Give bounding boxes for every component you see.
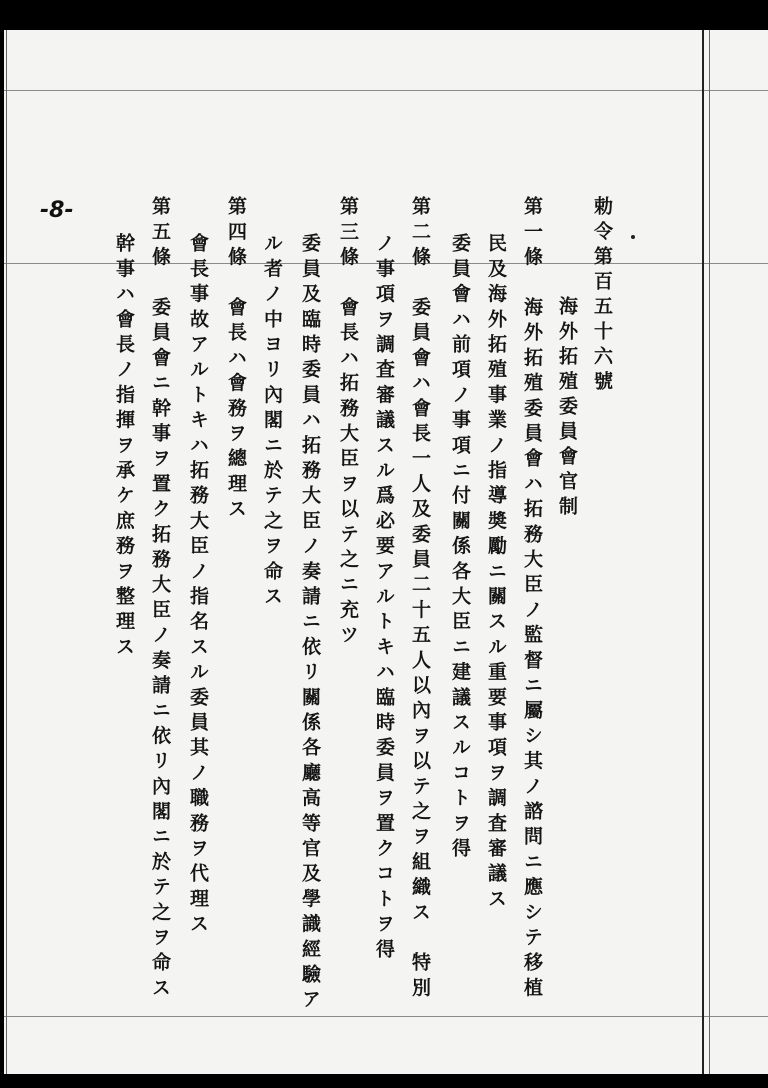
text-column-10: 會長事故アルトキハ拓務大臣ノ指名スル委員其ノ職務ヲ代理ス [187, 233, 209, 939]
text-column-3: 委員會ハ前項ノ事項ニ付關係各大臣ニ建議スルコトヲ得 [449, 233, 471, 863]
text-column-8: ル者ノ中ヨリ內閣ニ於テ之ヲ命ス [261, 233, 283, 611]
right-margin-rule-inner [709, 30, 710, 1074]
ink-dot [631, 235, 635, 239]
text-column-2: 民及海外拓殖事業ノ指導奬勵ニ關スル重要事項ヲ調査審議ス [485, 233, 507, 914]
text-column-12: 幹事ハ會長ノ指揮ヲ承ケ庶務ヲ整理ス [113, 233, 135, 662]
text-column-6: 第三條 會長ハ拓務大臣ヲ以テ之ニ充ツ [337, 196, 359, 650]
text-column-9: 第四條 會長ハ會務ヲ總理ス [225, 196, 247, 524]
scan-top-border [0, 0, 768, 30]
page-number: -8- [40, 198, 74, 223]
text-column-5: ノ事項ヲ調査審議スル爲必要アルトキハ臨時委員ヲ置クコトヲ得 [373, 233, 395, 964]
ruled-line-top [4, 90, 768, 91]
document-title: 海外拓殖委員會官制 [556, 296, 578, 521]
right-margin-rule [702, 30, 704, 1074]
document-page [4, 30, 768, 1074]
left-edge-rule [6, 30, 7, 1074]
scan-bottom-border [0, 1074, 768, 1088]
text-column-4: 第二條 委員會ハ會長一人及委員二十五人以內ヲ以テ之ヲ組織ス 特別 [409, 196, 431, 1003]
ruled-line-bottom [4, 1016, 768, 1017]
text-column-11: 第五條 委員會ニ幹事ヲ置ク拓務大臣ノ奏請ニ依リ內閣ニ於テ之ヲ命ス [149, 196, 171, 1003]
text-column-1: 第一條 海外拓殖委員會ハ拓務大臣ノ監督ニ屬シ其ノ諮問ニ應シテ移植 [521, 196, 543, 1003]
ordinance-number: 勅令第百五十六號 [591, 196, 613, 396]
text-column-7: 委員及臨時委員ハ拓務大臣ノ奏請ニ依リ關係各廳高等官及學識經驗ア [299, 233, 321, 1015]
